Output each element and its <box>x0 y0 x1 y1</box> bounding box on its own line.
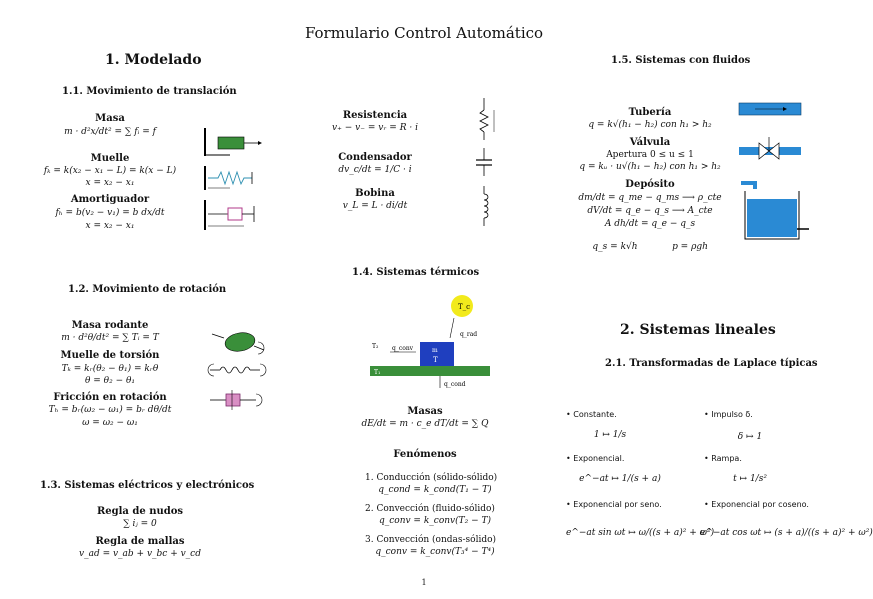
t-label: T <box>433 356 438 364</box>
mass-diagram <box>205 128 262 156</box>
torsion-spring-diagram <box>208 364 266 376</box>
muelle-torsion-equation-theta: θ = θ₂ − θ₁ <box>85 376 135 386</box>
subsection-translacion-heading: 1.1. Movimiento de translación <box>62 86 237 97</box>
fenomenos-item: 1. Conducción (sólido-sólido) <box>365 473 498 483</box>
section-lineales-heading: 2. Sistemas lineales <box>620 322 776 338</box>
m-label: m <box>432 347 438 354</box>
rolling-mass-diagram <box>212 331 264 354</box>
subsection-electricos-heading: 1.3. Sistemas eléctricos y electrónicos <box>40 480 255 491</box>
subsection-fluidos-heading: 1.5. Sistemas con fluidos <box>611 55 751 66</box>
rotational-friction-diagram <box>210 390 262 410</box>
resistencia-label: Resistencia <box>342 110 408 121</box>
masas-label: Masas <box>407 406 443 417</box>
laplace-item-exp-seno: • Exponencial por seno. <box>566 500 662 509</box>
page-number: 1 <box>421 578 427 587</box>
spring-diagram <box>205 166 252 190</box>
fenomenos-item-equation: q_conv = k_conv(T₃⁴ − T⁴) <box>375 547 495 557</box>
amortiguador-equation-x: x = x₂ − x₁ <box>85 221 135 231</box>
muelle-equation: fₖ = k(x₂ − x₁ − L) = k(x − L) <box>43 166 177 176</box>
fenomenos-item-equation: q_conv = k_conv(T₂ − T) <box>378 516 492 526</box>
resistencia-equation: v₊ − v₋ = vᵣ = R · i <box>332 123 418 133</box>
muelle-equation-x: x = x₂ − x₁ <box>85 178 135 188</box>
damper-diagram <box>205 200 254 230</box>
deposito-equation-p: p = ρgh <box>672 242 708 252</box>
masa-rodante-label: Masa rodante <box>71 320 149 331</box>
tuberia-equation: q = k√(h₁ − h₂) con h₁ > h₂ <box>588 120 712 130</box>
fenomenos-item: 2. Convección (fluido-sólido) <box>365 504 495 514</box>
laplace-equation-exp-seno: e^−at sin ωt ↦ ω/((s + a)² + ω²) <box>566 528 715 538</box>
t1-label: T₁ <box>374 369 381 376</box>
inductor-diagram <box>484 186 488 226</box>
qconv-label: q_conv <box>392 345 414 352</box>
electric-diagrams <box>470 98 505 228</box>
laplace-item-exponencial: • Exponencial. <box>566 454 625 463</box>
laplace-equation-constante: 1 ↦ 1/s <box>593 430 627 440</box>
amortiguador-equation: fₕ = b(v₂ − v₁) = b dx/dt <box>55 208 165 218</box>
muelle-label: Muelle <box>90 153 130 164</box>
laplace-item-exp-coseno: • Exponencial por coseno. <box>704 500 809 509</box>
condensador-label: Condensador <box>338 152 412 163</box>
friccion-equation-omega: ω = ω₂ − ω₁ <box>82 418 138 428</box>
capacitor-diagram <box>476 148 492 176</box>
section-modelado-heading: 1. Modelado <box>105 52 202 68</box>
fenomenos-item: 3. Convección (ondas-sólido) <box>365 535 497 545</box>
subsection-rotacion-heading: 1.2. Movimiento de rotación <box>68 284 227 295</box>
masa-rodante-equation: m · d²θ/dt² = ∑ Tᵢ = T <box>61 333 159 343</box>
laplace-equation-exp-coseno: e^−at cos ωt ↦ (s + a)/((s + a)² + ω²) <box>700 528 873 538</box>
friccion-label: Fricción en rotación <box>53 392 167 403</box>
regla-mallas-label: Regla de mallas <box>95 536 185 547</box>
muelle-torsion-label: Muelle de torsión <box>60 350 160 361</box>
laplace-item-impulso: • Impulso δ. <box>704 410 753 419</box>
condensador-equation: dv_c/dt = 1/C · i <box>338 165 412 175</box>
valvula-apertura: Apertura 0 ≤ u ≤ 1 <box>606 150 694 160</box>
deposito-equation-qs: q_s = k√h <box>592 242 638 252</box>
fenomenos-label: Fenómenos <box>393 449 457 460</box>
valvula-equation: q = kᵤ · u√(h₁ − h₂) con h₁ > h₂ <box>579 162 721 172</box>
deposito-label: Depósito <box>625 179 675 190</box>
subsection-termicos-heading: 1.4. Sistemas térmicos <box>352 267 480 278</box>
laplace-item-rampa: • Rampa. <box>704 454 742 463</box>
regla-nudos-label: Regla de nudos <box>96 506 184 517</box>
masa-equation: m · d²x/dt² = ∑ fᵢ = f <box>64 127 156 137</box>
masas-equation: dE/dt = m · c_e dT/dt = ∑ Q <box>361 419 489 429</box>
valvula-label: Válvula <box>629 137 671 148</box>
translacion-diagrams <box>200 128 260 238</box>
tc-label: T_c <box>458 303 471 311</box>
muelle-torsion-equation: Tₖ = kᵣ(θ₂ − θ₁) = kᵣθ <box>61 364 159 374</box>
page-title: Formulario Control Automático <box>304 24 544 42</box>
pipe-diagram <box>739 103 801 115</box>
tuberia-label: Tubería <box>628 107 672 118</box>
tank-water <box>747 199 797 237</box>
regla-nudos-equation: ∑ iⱼ = 0 <box>123 519 157 529</box>
friccion-equation: Tₕ = bᵣ(ω₂ − ω₁) = bᵣ dθ/dt <box>48 405 172 415</box>
thermal-base-block <box>370 366 490 376</box>
masa-label: Masa <box>95 113 125 124</box>
t2-label: T₂ <box>372 343 379 350</box>
qrad-label: q_rad <box>460 331 478 338</box>
deposito-equation-mass: dm/dt = q_me − q_ms ⟶ ρ_cte <box>578 193 722 203</box>
laplace-item-constante: • Constante. <box>566 410 617 419</box>
regla-mallas-equation: v_ad = v_ab + v_bc + v_cd <box>79 549 201 559</box>
deposito-equation-volume: dV/dt = q_e − q_s ⟶ A_cte <box>587 206 713 216</box>
tank-diagram <box>741 183 809 239</box>
deposito-equation-height: A dh/dt = q_e − q_s <box>604 219 696 229</box>
resistor-diagram <box>480 98 494 140</box>
fenomenos-item-equation: q_cond = k_cond(T₁ − T) <box>378 485 492 495</box>
bobina-equation: v_L = L · di/dt <box>342 201 408 211</box>
laplace-equation-rampa: t ↦ 1/s² <box>733 474 767 484</box>
valve-diagram <box>739 137 801 159</box>
laplace-equation-exponencial: e^−at ↦ 1/(s + a) <box>579 474 661 484</box>
rotacion-diagrams <box>210 322 270 417</box>
laplace-equation-impulso: δ ↦ 1 <box>737 432 763 442</box>
fluid-diagrams <box>735 95 810 245</box>
thermal-diagram <box>370 292 490 392</box>
qcond-label: q_cond <box>444 381 466 388</box>
amortiguador-label: Amortiguador <box>70 194 150 205</box>
subsection-laplace-heading: 2.1. Transformadas de Laplace típicas <box>605 358 818 369</box>
bobina-label: Bobina <box>355 188 395 199</box>
